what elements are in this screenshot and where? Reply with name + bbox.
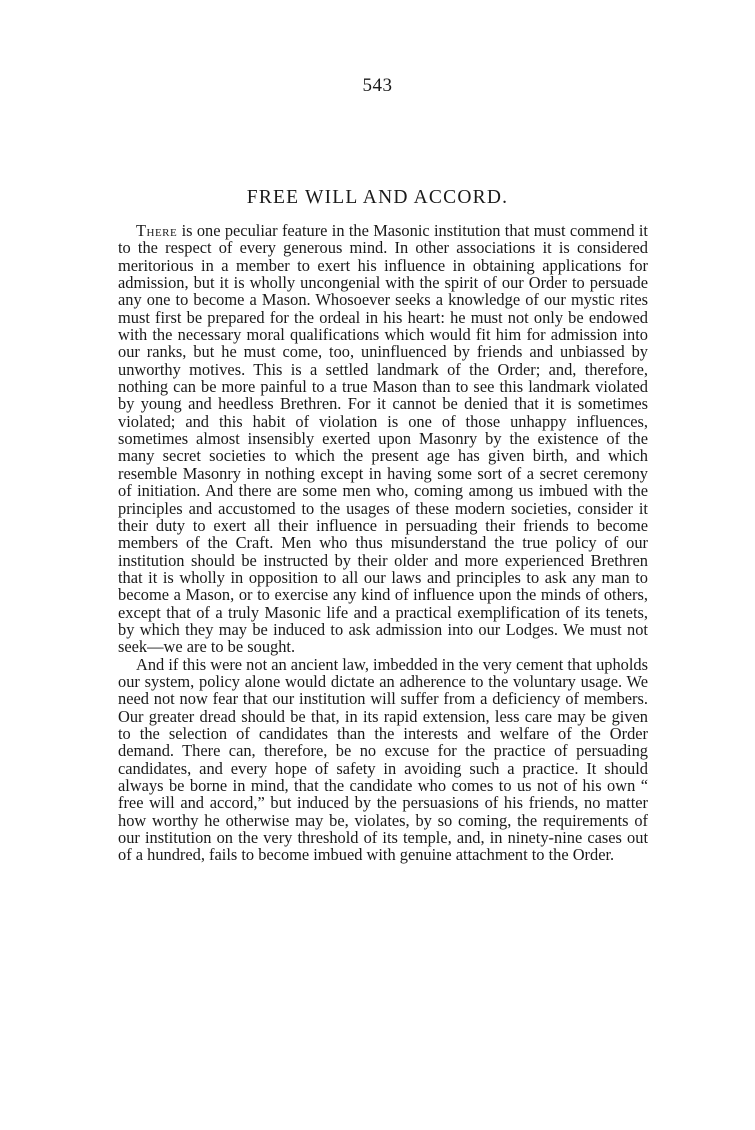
article-body: [118, 222, 648, 864]
article-title: FREE WILL AND ACCORD.: [246, 187, 509, 208]
page-number: 543: [362, 75, 393, 96]
lead-word: There: [136, 221, 178, 240]
paragraph-1-text: is one peculiar feature in the Masonic institution that must commend it to the respect of every generous mind. In other associations it is considered meritorious in a member to exert his influence in obtaining applications for admission, but it is wholly uncongenial with the spirit of our Order to persuade any one to become a Mason. Whosoever seeks a knowledge of our mystic rites must first be prepared for the ordeal in his heart: he must not only be endowed with the necessary moral qualifications which would fit him for admission into our ranks, but he must come, too, uninfluenced by friends and unbiassed by unworthy motives. This is a settled landmark of the Order; and, therefore, nothing can be more painful to a true Mason than to see this landmark violated by young and heedless Brethren. For it cannot be denied that it is sometimes violated; and this habit of violation is one of those unhappy influences, sometimes almost insensibly exerted upon Masonry by the existence of the many secret societies to which the present age has given birth, and which resemble Masonry in nothing except in having some sort of a secret ceremony of initiation. And there are some men who, coming among us imbued with the principles and accustomed to the usages of these modern societies, consider it their duty to exert all their influence in persuading their friends to become members of the Craft. Men who thus misunderstand the true policy of our institution should be instructed by their older and more experienced Brethren that it is wholly in opposition to all our laws and principles to ask any man to become a Mason, or to exercise any kind of influence upon the minds of others, except that of a truly Masonic life and a practical exemplification of its tenets, by which they may be induced to ask admission into our Lodges. We must not seek—we are to be sought.: [118, 221, 648, 657]
paragraph-2: And if this were not an ancient law, imbedded in the very cement that upholds our system, policy alone would dictate an adherence to the voluntary usage. We need not now fear that our institution will suffer from a deficiency of members. Our greater dread should be that, in its rapid extension, less care may be given to the selection of candidates than the interests and welfare of the Order demand. There can, therefore, be no excuse for the practice of persuading candidates, and every hope of safety in avoiding such a practice. It should always be borne in mind, that the candidate who comes to us not of his own “ free will and accord,” but induced by the persuasions of his friends, no matter how worthy he otherwise may be, violates, by so coming, the requirements of our institution on the very threshold of its temple, and, in ninety-nine cases out of a hundred, fails to become imbued with genuine attachment to the Order.: [118, 654, 648, 865]
paragraph-1: [118, 222, 648, 656]
